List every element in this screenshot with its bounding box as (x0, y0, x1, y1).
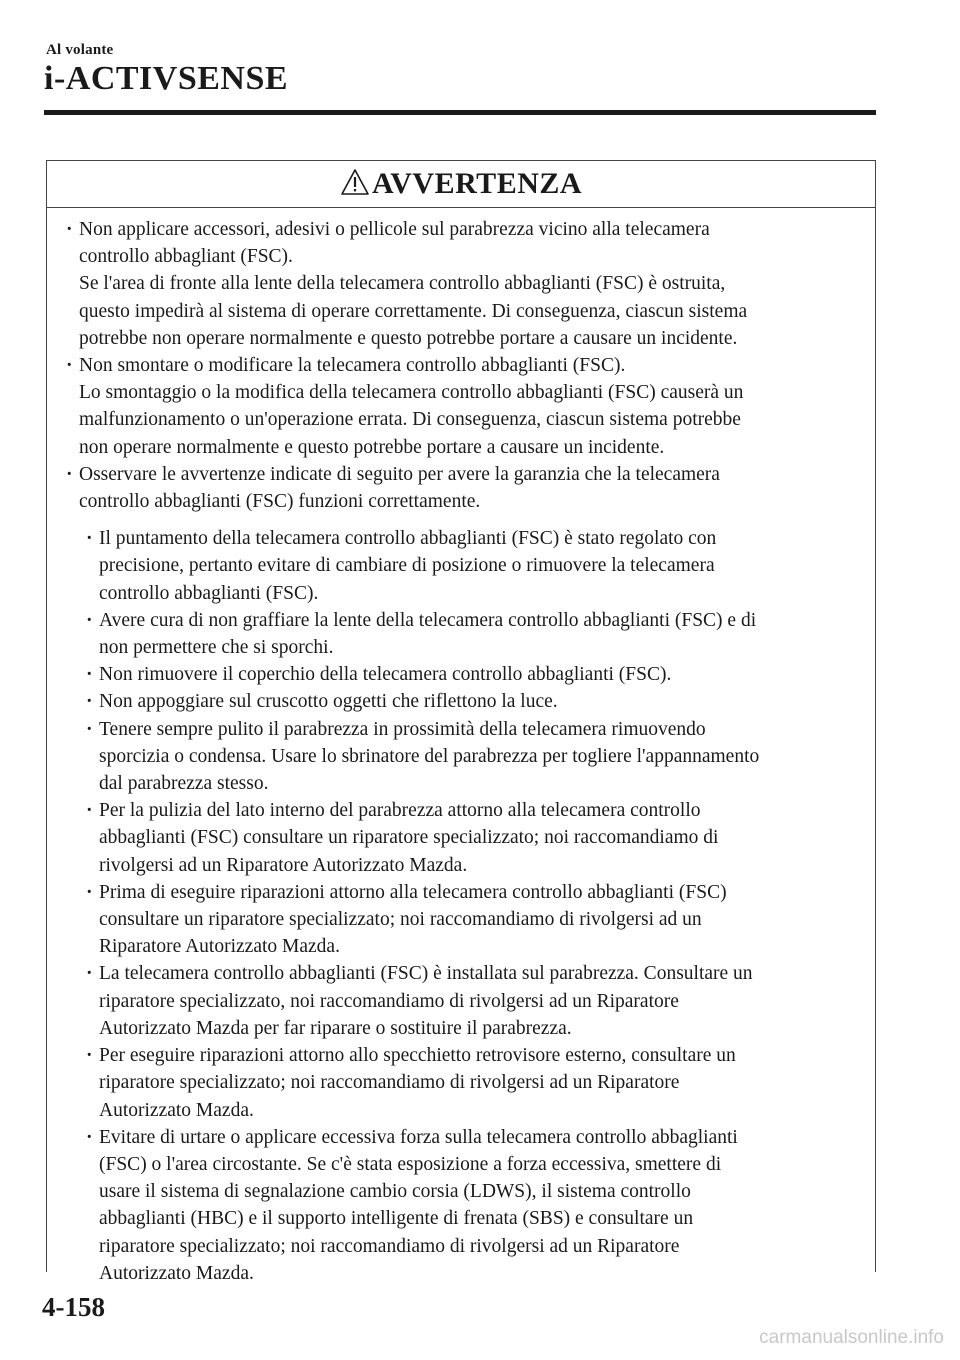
text-line: non operare normalmente e questo potrebbe portare a causare un incidente. (79, 436, 665, 458)
bullet-mark: · (66, 219, 73, 240)
warning-triangle-icon (340, 168, 370, 196)
warning-sub-item (86, 879, 857, 961)
text-line: Osservare le avvertenze indicate di seguito per avere la garanzia che la telecamera (79, 463, 720, 485)
bullet-mark: · (86, 664, 93, 686)
text-line: Non applicare accessori, adesivi o pellicole sul parabrezza vicino alla telecamera (79, 219, 710, 240)
bullet-mark: · (86, 1126, 93, 1148)
warning-sub-item (86, 688, 857, 715)
warning-sub-item (86, 1124, 857, 1287)
warning-sub-item (86, 797, 857, 879)
warning-sub-item (86, 525, 857, 607)
text-line: Tenere sempre pulito il parabrezza in prossimità della telecamera rimuovendo (99, 718, 706, 740)
text-line: sporcizia o condensa. Usare lo sbrinatore del parabrezza per togliere l'appannamento (99, 745, 760, 767)
text-line: Riparatore Autorizzato Mazda. (99, 936, 340, 958)
text-line: Se l'area di fronte alla lente della telecamera controllo abbaglianti (FSC) è ostruita, (79, 273, 726, 295)
warning-item (66, 461, 857, 515)
warning-title: AVVERTENZA (371, 167, 583, 200)
text-line: rivolgersi ad un Riparatore Autorizzato Mazda. (99, 854, 468, 876)
text-line: controllo abbagliant (FSC). (79, 246, 293, 268)
bullet-mark: · (86, 691, 93, 713)
bullet-mark: · (86, 528, 93, 550)
text-line: abbaglianti (HBC) e il supporto intelligente di frenata (SBS) e consultare un (99, 1208, 694, 1230)
warning-list (66, 216, 857, 515)
warning-sub-item (86, 661, 857, 688)
text-line: Non smontare o modificare la telecamera controllo abbaglianti (FSC). (79, 355, 626, 377)
bullet-mark: · (86, 609, 93, 631)
text-line: usare il sistema di segnalazione cambio corsia (LDWS), il sistema controllo (99, 1181, 691, 1203)
text-line: questo impedirà al sistema di operare correttamente. Di conseguenza, ciascun sistema (79, 300, 748, 322)
bullet-mark: · (86, 1045, 93, 1067)
warning-body (47, 208, 875, 1287)
text-line: Il puntamento della telecamera controllo abbaglianti (FSC) è stato regolato con (99, 528, 717, 550)
text-line: Per la pulizia del lato interno del parabrezza attorno alla telecamera controllo (99, 800, 701, 822)
text-line: malfunzionamento o un'operazione errata. Di conseguenza, ciascun sistema potrebbe (79, 409, 741, 431)
text-line: non permettere che si sporchi. (99, 637, 334, 659)
text-line: abbaglianti (FSC) consultare un riparatore specializzato; noi raccomandiamo di (99, 827, 719, 849)
warning-sub-item (86, 607, 857, 661)
bullet-mark: · (86, 718, 93, 740)
text-line: controllo abbaglianti (FSC) funzioni correttamente. (79, 491, 481, 513)
warning-sub-item (86, 960, 857, 1042)
text-line: riparatore specializzato; noi raccomandiamo di rivolgersi ad un Riparatore (99, 1235, 680, 1257)
text-line: precisione, pertanto evitare di cambiare di posizione o rimuovere la telecamera (99, 555, 715, 577)
text-line: La telecamera controllo abbaglianti (FSC) è installata sul parabrezza. Consultare un (99, 963, 753, 985)
header-rule (44, 110, 876, 115)
text-line: Non appoggiare sul cruscotto oggetti che riflettono la luce. (99, 691, 558, 713)
text-line: consultare un riparatore specializzato; noi raccomandiamo di rivolgersi ad un (99, 909, 702, 931)
text-line: Lo smontaggio o la modifica della telecamera controllo abbaglianti (FSC) causerà un (79, 382, 744, 404)
page-number: 4-158 (42, 1292, 105, 1322)
bullet-mark: · (86, 881, 93, 903)
text-line: Evitare di urtare o applicare eccessiva forza sulla telecamera controllo abbaglianti (99, 1126, 738, 1148)
watermark: carmanualsonline.info (759, 1327, 944, 1348)
text-line: controllo abbaglianti (FSC). (99, 582, 319, 604)
bullet-mark: · (86, 963, 93, 985)
bullet-mark: · (66, 355, 73, 377)
warning-header (47, 161, 875, 208)
text-line: Autorizzato Mazda. (99, 1099, 254, 1121)
text-line: Per eseguire riparazioni attorno allo specchietto retrovisore esterno, consultare un (99, 1045, 736, 1067)
bullet-mark: · (66, 463, 73, 485)
warning-sub-item (86, 716, 857, 798)
text-line: Avere cura di non graffiare la lente della telecamera controllo abbaglianti (FSC) e di (99, 609, 757, 631)
warning-item (66, 216, 857, 352)
warning-box (46, 160, 876, 1284)
section-title: i-ACTIVSENSE (44, 60, 289, 97)
text-line: Non rimuovere il coperchio della telecamera controllo abbaglianti (FSC). (99, 664, 672, 686)
text-line: Autorizzato Mazda per far riparare o sostituire il parabrezza. (99, 1017, 572, 1039)
text-line: riparatore specializzato, noi raccomandiamo di rivolgersi ad un Riparatore (99, 990, 679, 1012)
text-line: (FSC) o l'area circostante. Se c'è stata esposizione a forza eccessiva, smettere di (99, 1153, 722, 1175)
warning-sub-item (86, 1042, 857, 1124)
warning-sub-list (79, 525, 857, 1287)
text-line: riparatore specializzato; noi raccomandiamo di rivolgersi ad un Riparatore (99, 1072, 680, 1094)
text-line: Autorizzato Mazda. (99, 1262, 254, 1284)
bullet-mark: · (86, 800, 93, 822)
warning-item (66, 352, 857, 461)
text-line: Prima di eseguire riparazioni attorno alla telecamera controllo abbaglianti (FSC) (99, 881, 727, 903)
section-kicker: Al volante (46, 42, 114, 58)
text-line: dal parabrezza stesso. (99, 773, 269, 795)
text-line: potrebbe non operare normalmente e questo potrebbe portare a causare un incidente. (79, 327, 738, 349)
